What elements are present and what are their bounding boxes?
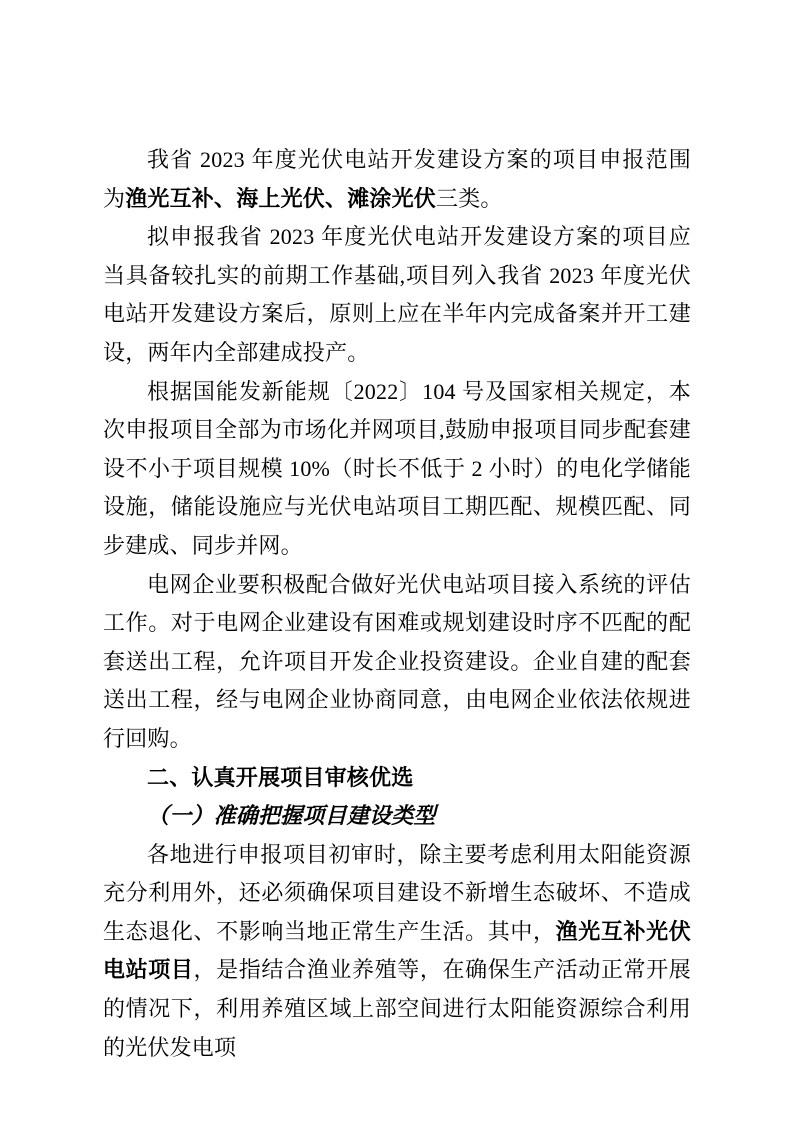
text-run: 各地进行申报项目初审时，除主要考虑利用太阳能资源充分利用外，还必须确保项目建设不新增生态破坏、不造成生态退化、不影响当地正常生产生活。其中， [103, 841, 691, 944]
text-run-bold: 渔光互补、海上光伏、滩涂光伏 [125, 185, 437, 211]
text-run: 根据国能发新能规〔2022〕104 号及国家相关规定，本次申报项目全部为市场化并网项目,鼓励申报项目同步配套建设不小于项目规模 10%（时长不低于 2 小时）的电化学储能设施，储能设施应与光伏电站项目工期匹配、规模匹配、同步建成、同步并网。 [103, 378, 691, 558]
para-energy-storage-requirements [103, 373, 691, 566]
para-application-scope [103, 141, 691, 218]
text-run-bold: （一）准确把握项目建设类型 [147, 803, 436, 829]
text-run: 拟申报我省 2023 年度光伏电站开发建设方案的项目应当具备较扎实的前期工作基础,项目列入我省 2023 年度光伏电站开发建设方案后，原则上应在半年内完成备案并开工建设，两年内全部建成投产。 [103, 224, 691, 365]
heading-section-two [103, 759, 691, 798]
para-project-type-definition [103, 836, 691, 1068]
heading-subsection-one [103, 797, 691, 836]
para-grid-enterprise-cooperation [103, 566, 691, 759]
text-run: ，是指结合渔业养殖等，在确保生产活动正常开展的情况下，利用养殖区域上部空间进行太阳能资源综合利用的光伏发电项 [103, 957, 691, 1060]
text-run-bold: 二、认真开展项目审核优选 [147, 764, 414, 790]
text-run: 三类。 [436, 185, 503, 211]
para-prerequisites [103, 218, 691, 372]
text-run: 电网企业要积极配合做好光伏电站项目接入系统的评估工作。对于电网企业建设有困难或规划建设时序不匹配的配套送出工程，允许项目开发企业投资建设。企业自建的配套送出工程，经与电网企业协商同意，由电网企业依法依规进行回购。 [103, 571, 691, 751]
text-run-bold: 渔光互补光伏电站项目 [103, 918, 691, 983]
text-run: 我省 2023 年度光伏电站开发建设方案的项目申报范围为 [103, 147, 691, 211]
